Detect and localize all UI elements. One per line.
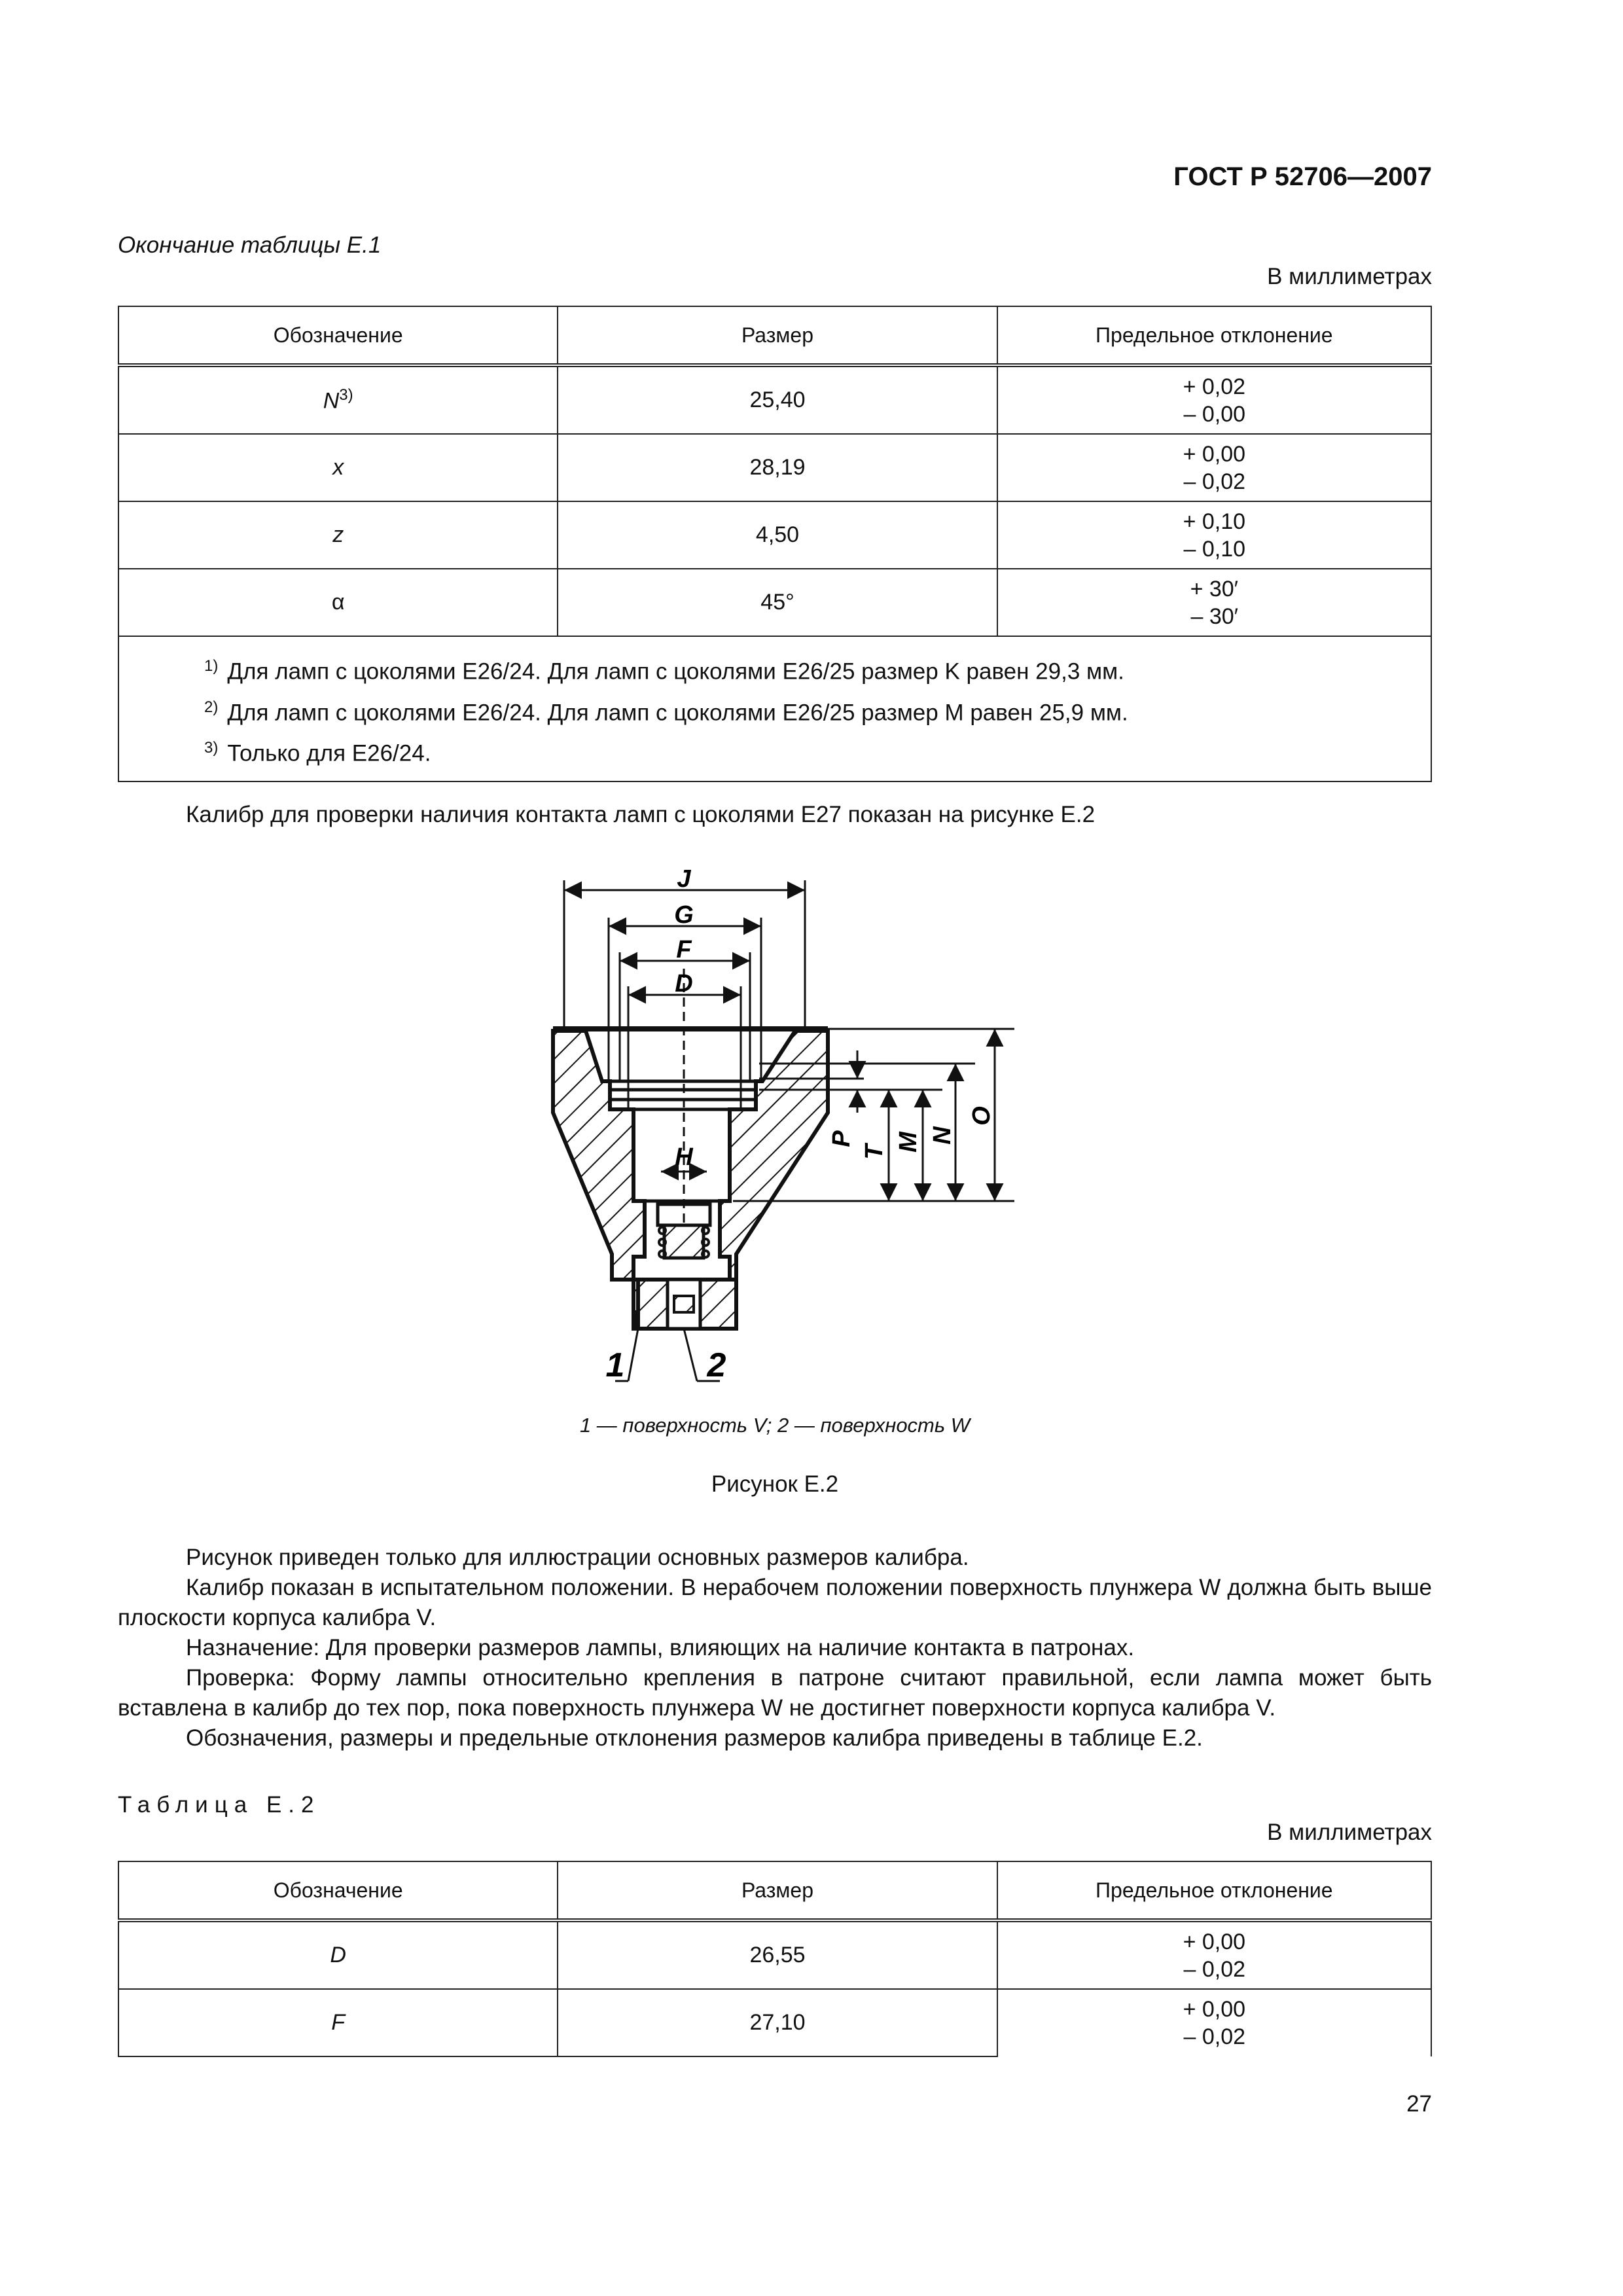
table2 [118,1861,1432,2057]
intro-paragraph: Калибр для проверки наличия контакта ламп с цоколями Е27 показан на рисунке Е.2 [186,802,1096,827]
paragraph: Рисунок приведен только для иллюстрации основных размеров калибра. [186,1545,969,1570]
gauge-body-left [553,1031,645,1329]
label-N: N [929,1126,956,1145]
table2-caption: Таблица Е.2 [118,1792,321,1818]
table1-col-deviation: Предельное отклонение [997,306,1431,365]
table1-col-symbol: Обозначение [118,306,558,365]
paragraph: Проверка: Форму лампы относительно крепления в патроне считают правильной, если лампа может быть вставлена в калибр до тех пор, пока поверхность плунжера W не достигнет поверхности корпуса калибра V. [118,1665,1432,1721]
item-label-2: 2 [707,1346,726,1384]
deviation-cell: + 0,10 – 0,10 [997,501,1431,569]
symbol-cell: x [118,434,558,501]
table2-col-deviation: Предельное отклонение [997,1861,1431,1920]
label-M: M [895,1132,922,1153]
leader-lines [615,1329,720,1381]
page-number: 27 [1406,2091,1432,2117]
label-H: H [675,1143,693,1171]
label-D: D [675,970,693,997]
label-F: F [676,936,692,963]
table-row [118,1989,1431,2056]
body-text [118,1543,1432,1753]
table2-header-row [118,1861,1431,1920]
deviation-cell: + 0,02 – 0,00 [997,365,1431,434]
label-T: T [861,1144,888,1160]
gauge-base [633,1280,736,1329]
size-cell: 27,10 [558,1989,997,2056]
table1-col-size: Размер [558,306,997,365]
table1-caption: Окончание таблицы Е.1 [118,232,382,258]
size-cell: 4,50 [558,501,997,569]
item-label-1: 1 [605,1346,625,1384]
footnote-1: $^{1)}$ Для ламп с цоколями Е26/24. Для ламп с цоколями Е26/25 размер K равен 29,3 мм. [204,657,1124,685]
footnote-2: $^{2)}$ Для ламп с цоколями Е26/24. Для ламп с цоколями Е26/25 размер M равен 25,9 мм. [204,698,1128,726]
label-O: O [968,1106,995,1126]
paragraph: Обозначения, размеры и предельные отклонения размеров калибра приведены в таблице Е.2. [186,1725,1203,1751]
gauge-body-right [720,1031,828,1280]
label-P: P [828,1130,855,1147]
table1-units: В миллиметрах [1267,264,1432,289]
deviation-cell: + 30′ – 30′ [997,569,1431,636]
table2-col-size: Размер [558,1861,997,1920]
figure-caption: Рисунок Е.2 [711,1471,839,1497]
symbol-cell: α [118,569,558,636]
paragraph: Калибр показан в испытательном положении. В нерабочем положении поверхность плунжера W должна быть выше плоскости корпуса калибра V. [118,1575,1432,1630]
table2-units: В миллиметрах [1267,1820,1432,1845]
label-J: J [677,865,691,893]
deviation-cell: + 0,00 – 0,02 [997,434,1431,501]
paragraph: Назначение: Для проверки размеров лампы, влияющих на наличие контакта в патронах. [186,1635,1135,1660]
symbol-cell: $N^{3)}$ [118,365,558,434]
symbol-cell: z [118,501,558,569]
size-cell: 28,19 [558,434,997,501]
label-G: G [674,901,694,929]
size-cell: 26,55 [558,1920,997,1989]
table2-col-symbol: Обозначение [118,1861,558,1920]
size-cell: 25,40 [558,365,997,434]
standard-number: ГОСТ Р 52706—2007 [1173,162,1432,191]
table-row [118,1920,1431,1989]
symbol-cell: F [118,1989,558,2056]
plunger [658,1204,710,1258]
figure-legend: 1 — поверхность V; 2 — поверхность W [579,1414,971,1437]
symbol-cell: D [118,1920,558,1989]
size-cell: 45° [558,569,997,636]
deviation-cell: + 0,00 – 0,02 [997,1989,1431,2056]
footnote-3: $^{3)}$ Только для Е26/24. [204,739,431,766]
deviation-cell: + 0,00 – 0,02 [997,1920,1431,1989]
